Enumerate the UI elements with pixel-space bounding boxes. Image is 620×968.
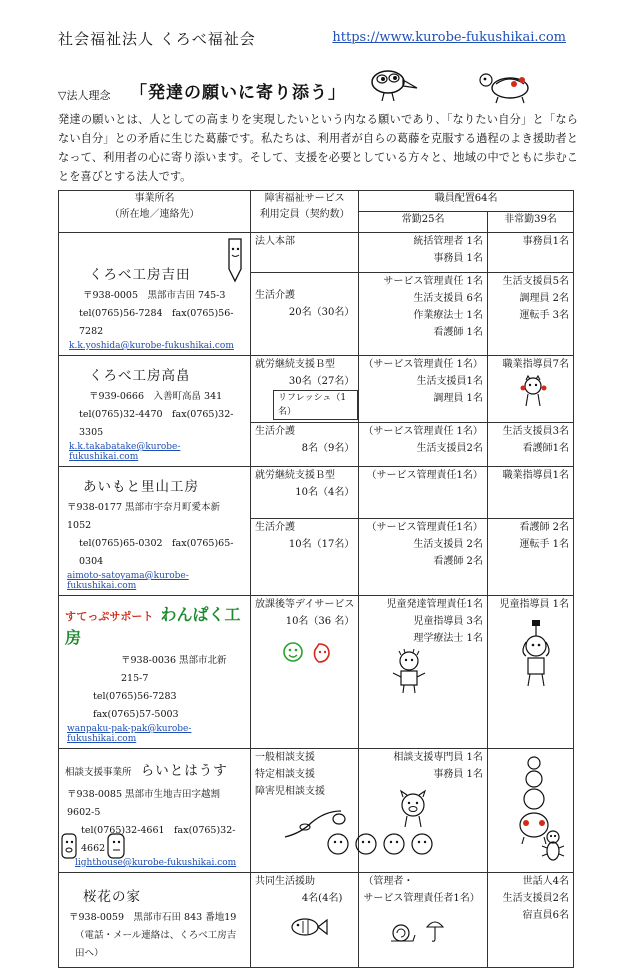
facility-name: 桜花の家 xyxy=(83,889,141,905)
service-capacity: 8名（9名） xyxy=(301,443,355,455)
header-parttime: 非常勤39名 xyxy=(487,212,573,233)
staff-line: 調理員 2名 xyxy=(519,292,569,304)
table-row xyxy=(59,233,574,273)
staff-line: サービス管理責任者1名） xyxy=(363,893,480,904)
staff-line: 看護師 2名 xyxy=(519,522,569,534)
staff-line: 相談支援専門員 1名 xyxy=(393,752,483,763)
facility-email[interactable]: wanpaku-pak-pak@kurobe-fukushikai.com xyxy=(67,724,192,744)
service-name: 障害児相談支援 xyxy=(255,786,326,797)
facility-name: くろべ工房高畠 xyxy=(89,368,191,384)
fish-doodle-icon xyxy=(289,915,329,939)
table-row xyxy=(59,596,574,749)
staff-line: （サービス管理責任 1名） xyxy=(363,426,483,438)
service-capacity: 4名(4名) xyxy=(301,893,343,904)
pencil-doodle-icon xyxy=(223,235,249,285)
service-capacity: 10名（17名） xyxy=(288,539,355,551)
footer-doodles xyxy=(58,828,578,868)
staff-line: 職業指導員1名 xyxy=(502,470,569,481)
service-name: 一般相談支援 xyxy=(255,752,316,763)
staff-line: 生活支援員3名 xyxy=(502,426,569,438)
facility-address: 〒938-0059 黒部市石田 843 番地19 xyxy=(69,912,237,923)
facility-tel: tel(0765)56-7284 fax(0765)56-7282 xyxy=(79,308,234,337)
staff-line: 理学療法士 1名 xyxy=(413,633,483,644)
facility-address: 〒938-0085 黒部市生地吉田字越割 9602-5 xyxy=(67,789,221,818)
staff-line: 生活支援員2名 xyxy=(416,443,483,455)
cat-doodle-icon xyxy=(518,374,548,408)
facility-address: 〒938-0177 黒部市宇奈月町愛本新 1052 xyxy=(67,502,221,531)
facility-email[interactable]: aimoto-satoyama@kurobe-fukushikai.com xyxy=(67,571,189,591)
turtle-doodle-icon xyxy=(478,66,540,106)
staff-line: 児童指導員 1名 xyxy=(499,599,569,610)
staff-line: 生活支援員 6名 xyxy=(413,292,483,304)
header-fulltime: 常勤25名 xyxy=(359,212,488,233)
philosophy-title: 「発達の願いに寄り添う」 xyxy=(130,83,346,103)
org-name: 社会福祉法人 くろべ福祉会 xyxy=(58,30,256,48)
service-name: 生活介護 xyxy=(255,289,296,301)
staff-line: 生活支援員5名 xyxy=(502,275,569,287)
service-capacity: 10名（36 名） xyxy=(285,616,355,627)
table-row xyxy=(59,873,574,968)
service-name: 特定相談支援 xyxy=(255,769,316,780)
bird-doodle-icon xyxy=(362,64,422,104)
facility-takabatake xyxy=(59,356,250,466)
header-facility-sub: （所在地／連絡先） xyxy=(109,209,200,220)
facility-email[interactable]: k.k.takabatake@kurobe-fukushikai.com xyxy=(69,442,181,462)
service-capacity: 10名（4名） xyxy=(295,487,355,498)
staff-line: 調理員 1名 xyxy=(433,393,483,404)
service-name: 生活介護 xyxy=(255,522,296,534)
facility-email[interactable]: lighthouse@kurobe-fukushikai.com xyxy=(75,858,237,868)
bug-doodle-icon xyxy=(540,828,566,862)
pig-doodle-icon xyxy=(393,789,433,829)
facility-wanpaku xyxy=(59,596,250,748)
staff-line: 事務員 1名 xyxy=(433,769,483,780)
staff-line: 職業指導員7名 xyxy=(502,359,569,370)
service-name: 放課後等デイサービス xyxy=(255,599,355,610)
staff-line: 統括管理者 1名 xyxy=(413,236,483,247)
staff-line: （サービス管理責任1名） xyxy=(366,522,483,534)
staff-line: 事務員1名 xyxy=(522,236,569,247)
facility-aimoto xyxy=(59,467,250,595)
facility-tel: tel(0765)65-0302 fax(0765)65-0304 xyxy=(79,538,234,567)
table-row xyxy=(59,467,574,519)
facility-name: くろべ工房吉田 xyxy=(89,267,191,283)
staff-line: 事務員 1名 xyxy=(433,253,483,264)
service-name: 就労継続支援Ｂ型 xyxy=(255,359,336,370)
service-capacity: 30名（27名） xyxy=(288,376,355,387)
staff-line: 児童指導員 3名 xyxy=(413,616,483,627)
facility-email[interactable]: k.k.yoshida@kurobe-fukushikai.com xyxy=(69,341,234,351)
service-name: 共同生活援助 xyxy=(255,876,316,887)
facility-tel: tel(0765)32-4661 fax(0765)32-4662 xyxy=(81,825,236,854)
staff-line: 看護師 1名 xyxy=(433,326,483,338)
staff-line: 児童発達管理責任1名 xyxy=(386,599,483,610)
staff-line: （管理者・ xyxy=(363,876,414,887)
brand-prefix: すてっぷサポート xyxy=(65,610,154,623)
faces-doodle-icon xyxy=(60,830,130,862)
staff-line: （サービス管理責任 1名） xyxy=(363,359,483,370)
facility-prefix: 相談支援事業所 xyxy=(65,767,132,778)
faces-row-doodle-icon xyxy=(324,830,444,858)
dog-doodle-icon xyxy=(514,618,558,688)
staff-line: 看護師1名 xyxy=(522,443,569,455)
facility-name: らいとはうす xyxy=(140,763,228,779)
philosophy-text: 発達の願いとは、人としての高まりを実現したいという内なる願いであり、「なりたい自分」と「ならない自分」との矛盾に生じた葛藤です。私たちは、利用者が自らの葛藤を克服する過程のよき援助者となって、利用者の心に寄り添います。そして、支援を必要としている方々と、地域の中でともに歩むことを喜びとする法人です。 xyxy=(58,113,578,183)
facility-yoshida xyxy=(59,233,250,355)
table-row xyxy=(59,356,574,423)
facility-name: わんぱく工房 xyxy=(65,605,241,647)
staff-line: 生活支援員 2名 xyxy=(413,539,483,551)
child-doodle-icon xyxy=(389,649,429,693)
service-hq: 法人本部 xyxy=(255,236,296,247)
staff-line: 運転手 1名 xyxy=(519,539,569,551)
header-staff: 職員配置64名 xyxy=(359,191,574,212)
staff-line: 生活支援員1名 xyxy=(416,376,483,387)
facility-address: 〒939-0666 入善町高畠 341 xyxy=(89,391,223,402)
header-service: 障害福祉サービス xyxy=(264,193,345,204)
table-header-row xyxy=(59,191,574,212)
smiley-faces-icon xyxy=(279,638,339,666)
facility-note: （電話・メール連絡は、くろべ工房吉田へ） xyxy=(75,930,237,959)
refresh-badge: リフレッシュ（1名） xyxy=(273,390,358,420)
staff-line: 世話人4名 xyxy=(522,876,569,887)
staff-line: サービス管理責任 1名 xyxy=(383,275,483,287)
staff-line: 看護師 2名 xyxy=(433,556,483,568)
staff-line: 作業療法士 1名 xyxy=(413,309,483,321)
snail-umbrella-doodle-icon xyxy=(387,917,447,945)
staff-line: 宿直員6名 xyxy=(522,910,569,921)
facility-tel: tel(0765)32-4470 fax(0765)32-3305 xyxy=(79,409,234,438)
service-capacity: 20名（30名） xyxy=(288,306,355,318)
facility-address: 〒938-0036 黒部市北新 215-7 xyxy=(121,655,227,684)
website-link[interactable]: https://www.kurobe-fukushikai.com xyxy=(332,30,566,45)
service-name: 就労継続支援Ｂ型 xyxy=(255,470,336,481)
facility-name: あいもと里山工房 xyxy=(83,479,199,495)
facility-tel: tel(0765)56-7283 fax(0765)57-5003 xyxy=(93,691,187,720)
philosophy-label: ▽法人理念 xyxy=(58,89,111,102)
staff-line: 生活支援員2名 xyxy=(502,893,569,904)
service-name: 生活介護 xyxy=(255,426,296,438)
header-facility: 事業所名 xyxy=(134,193,175,204)
facility-address: 〒938-0005 黒部市吉田 745-3 xyxy=(83,290,226,301)
staff-line: （サービス管理責任1名） xyxy=(366,470,483,481)
header xyxy=(58,28,578,54)
facility-ouka xyxy=(59,873,250,967)
header-service-sub: 利用定員（契約数） xyxy=(259,209,350,220)
staff-line: 運転手 3名 xyxy=(519,309,569,321)
